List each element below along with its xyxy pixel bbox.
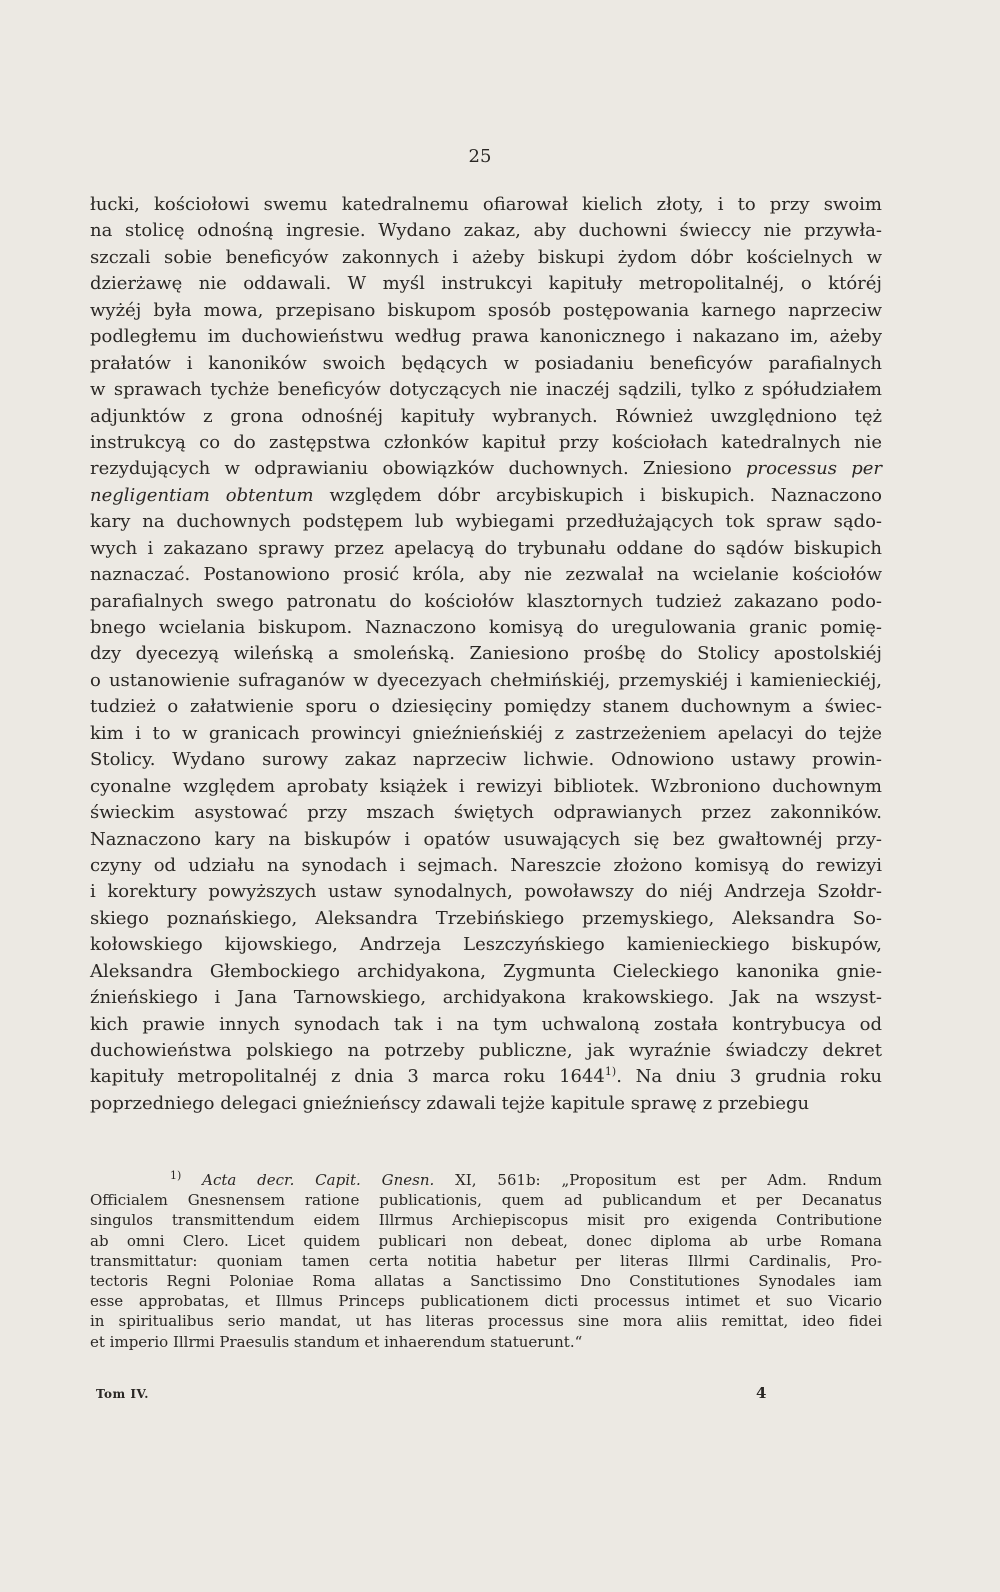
sheet-number: 4	[756, 1384, 767, 1402]
text-line: poprzedniego delegaci gnieźnieńscy zdawali tejże kapitule sprawę z przebiegu	[90, 1092, 810, 1114]
footnote-line	[90, 1170, 882, 1190]
footnote-reference: 1)	[604, 1065, 617, 1079]
latin-phrase: negligentiam obtentum	[90, 484, 314, 506]
text-fragment: . Na dniu 3 grudnia roku	[616, 1066, 883, 1088]
text-line-with-footnote-ref	[90, 1064, 882, 1090]
footnote-line: et imperio Illrmi Praesulis standum et inhaerendum statuerunt.“	[90, 1332, 583, 1351]
footnote-block	[90, 1170, 882, 1352]
footnote-line: ab omni Clero. Licet quidem publicari non debeat, donec diploma ab urbe Romana	[90, 1231, 882, 1250]
text-line: łucki, kościołowi swemu katedralnemu ofiarował kielich złoty, i to przy swoim	[90, 194, 882, 215]
text-line: dzy dyecezyą wileńską a smoleńską. Zaniesiono prośbę do Stolicy apostolskiéj	[90, 643, 882, 665]
text-line: dzierżawę nie oddawali. W myśl instrukcyi kapituły metropolitalnéj, o któréj	[90, 273, 882, 295]
text-line: na stolicę odnośną ingresie. Wydano zakaz, aby duchowni świeccy nie przywła-	[90, 220, 882, 242]
footnote-marker: 1)	[170, 1169, 182, 1182]
text-line: adjunktów z grona odnośnéj kapituły wybranych. Również uwzględniono tęż	[90, 405, 882, 427]
text-line: skiego poznańskiego, Aleksandra Trzebińskiego przemyskiego, Aleksandra So-	[90, 907, 882, 929]
footnote-line: tectoris Regni Poloniae Roma allatas a Sanctissimo Dno Constitutiones Synodales iam	[90, 1271, 882, 1290]
footnote-text: XI, 561b: „Propositum est per Adm. Rndum	[455, 1171, 882, 1189]
text-line: Stolicy. Wydano surowy zakaz naprzeciw lichwie. Odnowiono ustawy prowin-	[90, 749, 882, 771]
text-line: prałatów i kanoników swoich będących w posiadaniu beneficyów parafialnych	[90, 352, 882, 374]
text-line: czyny od udziału na synodach i sejmach. Nareszcie złożono komisyą do rewizyi	[90, 854, 882, 876]
text-line: wyżéj była mowa, przepisano biskupom sposób postępowania karnego naprzeciw	[90, 299, 882, 321]
volume-signature: Tom IV.	[96, 1387, 149, 1401]
text-line: podległemu im duchowieństwu według prawa kanonicznego i nakazano im, ażeby	[90, 326, 882, 348]
text-line: duchowieństwa polskiego na potrzeby publiczne, jak wyraźnie świadczy dekret	[90, 1040, 882, 1061]
text-line: cyonalne względem aprobaty książek i rewizyi bibliotek. Wzbroniono duchownym	[90, 775, 882, 797]
text-line: kary na duchownych podstępem lub wybiegami przedłużających tok spraw sądo-	[90, 511, 882, 533]
text-line: o ustanowienie sufraganów w dyecezyach chełmińskiéj, przemyskiéj i kamienieckiéj,	[90, 669, 882, 691]
text-line: parafialnych swego patronatu do kościołów klasztornych tudzież zakazano podo-	[90, 590, 882, 612]
text-line: w sprawach tychże beneficyów dotyczących nie inaczéj sądzili, tylko z spółudziałem	[90, 379, 882, 401]
text-fragment: kapituły metropolitalnéj z dnia 3 marca roku 1644	[90, 1066, 605, 1088]
text-line: instrukcyą co do zastępstwa członków kapituł przy kościołach katedralnych nie	[90, 431, 882, 453]
footnote-line: esse approbatas, et Illmus Princeps publicationem dicti processus intimet et suo Vicario	[90, 1292, 882, 1311]
text-line: i korektury powyższych ustaw synodalnych, powoławszy do niéj Andrzeja Szołdr-	[90, 881, 882, 903]
text-line: kim i to w granicach prowincyi gnieźnieńskiéj z zastrzeżeniem apelacyi do tejże	[90, 722, 882, 744]
footnote-source: Acta decr. Capit. Gnesn.	[202, 1171, 435, 1189]
text-line: rezydujących w odprawianiu obowiązków duchownych. Zniesiono processus per	[90, 458, 882, 480]
text-line: kołowskiego kijowskiego, Andrzeja Leszczyńskiego kamienieckiego biskupów,	[90, 934, 882, 956]
text-line: świeckim asystować przy mszach świętych odprawianych przez zakonników.	[90, 802, 882, 824]
footnote-line: in spiritualibus serio mandat, ut has literas processus sine mora aliis remittat, ideo fidei	[90, 1312, 882, 1331]
text-line: wych i zakazano sprawy przez apelacyą do trybunału oddane do sądów biskupich	[90, 537, 882, 559]
main-text-block	[90, 192, 882, 1117]
page-number: 25	[468, 146, 492, 167]
text-line: kich prawie innych synodach tak i na tym uchwaloną została kontrybucya od	[90, 1013, 882, 1035]
text-line: Aleksandra Głembockiego archidyakona, Zygmunta Cieleckiego kanonika gnie-	[90, 960, 882, 982]
footnote-line: singulos transmittendum eidem Illrmus Archiepiscopus misit pro exigenda Contributione	[90, 1211, 882, 1230]
text-line: źnieńskiego i Jana Tarnowskiego, archidyakona krakowskiego. Jak na wszyst-	[90, 987, 882, 1009]
text-line: bnego wcielania biskupom. Naznaczono komisyą do uregulowania granic pomię-	[90, 617, 882, 638]
text-line: tudzież o załatwienie sporu o dziesięciny pomiędzy stanem duchownym a świec-	[90, 696, 882, 718]
footnote-line: transmittatur: quoniam tamen certa notitia habetur per literas Illrmi Cardinalis, Pro-	[90, 1251, 882, 1270]
text-line: naznaczać. Postanowiono prosić króla, aby nie zezwalał na wcielanie kościołów	[90, 564, 882, 586]
text-line: szczali sobie beneficyów zakonnych i ażeby biskupi żydom dóbr kościelnych w	[90, 246, 882, 268]
text-line: negligentiam obtentum względem dóbr arcybiskupich i biskupich. Naznaczono	[90, 484, 882, 506]
text-line: Naznaczono kary na biskupów i opatów usuwających się bez gwałtownéj przy-	[90, 828, 882, 850]
latin-phrase: processus per	[745, 458, 882, 480]
footnote-line: Officialem Gnesnensem ratione publicationis, quem ad publicandum et per Decanatus	[90, 1191, 882, 1210]
